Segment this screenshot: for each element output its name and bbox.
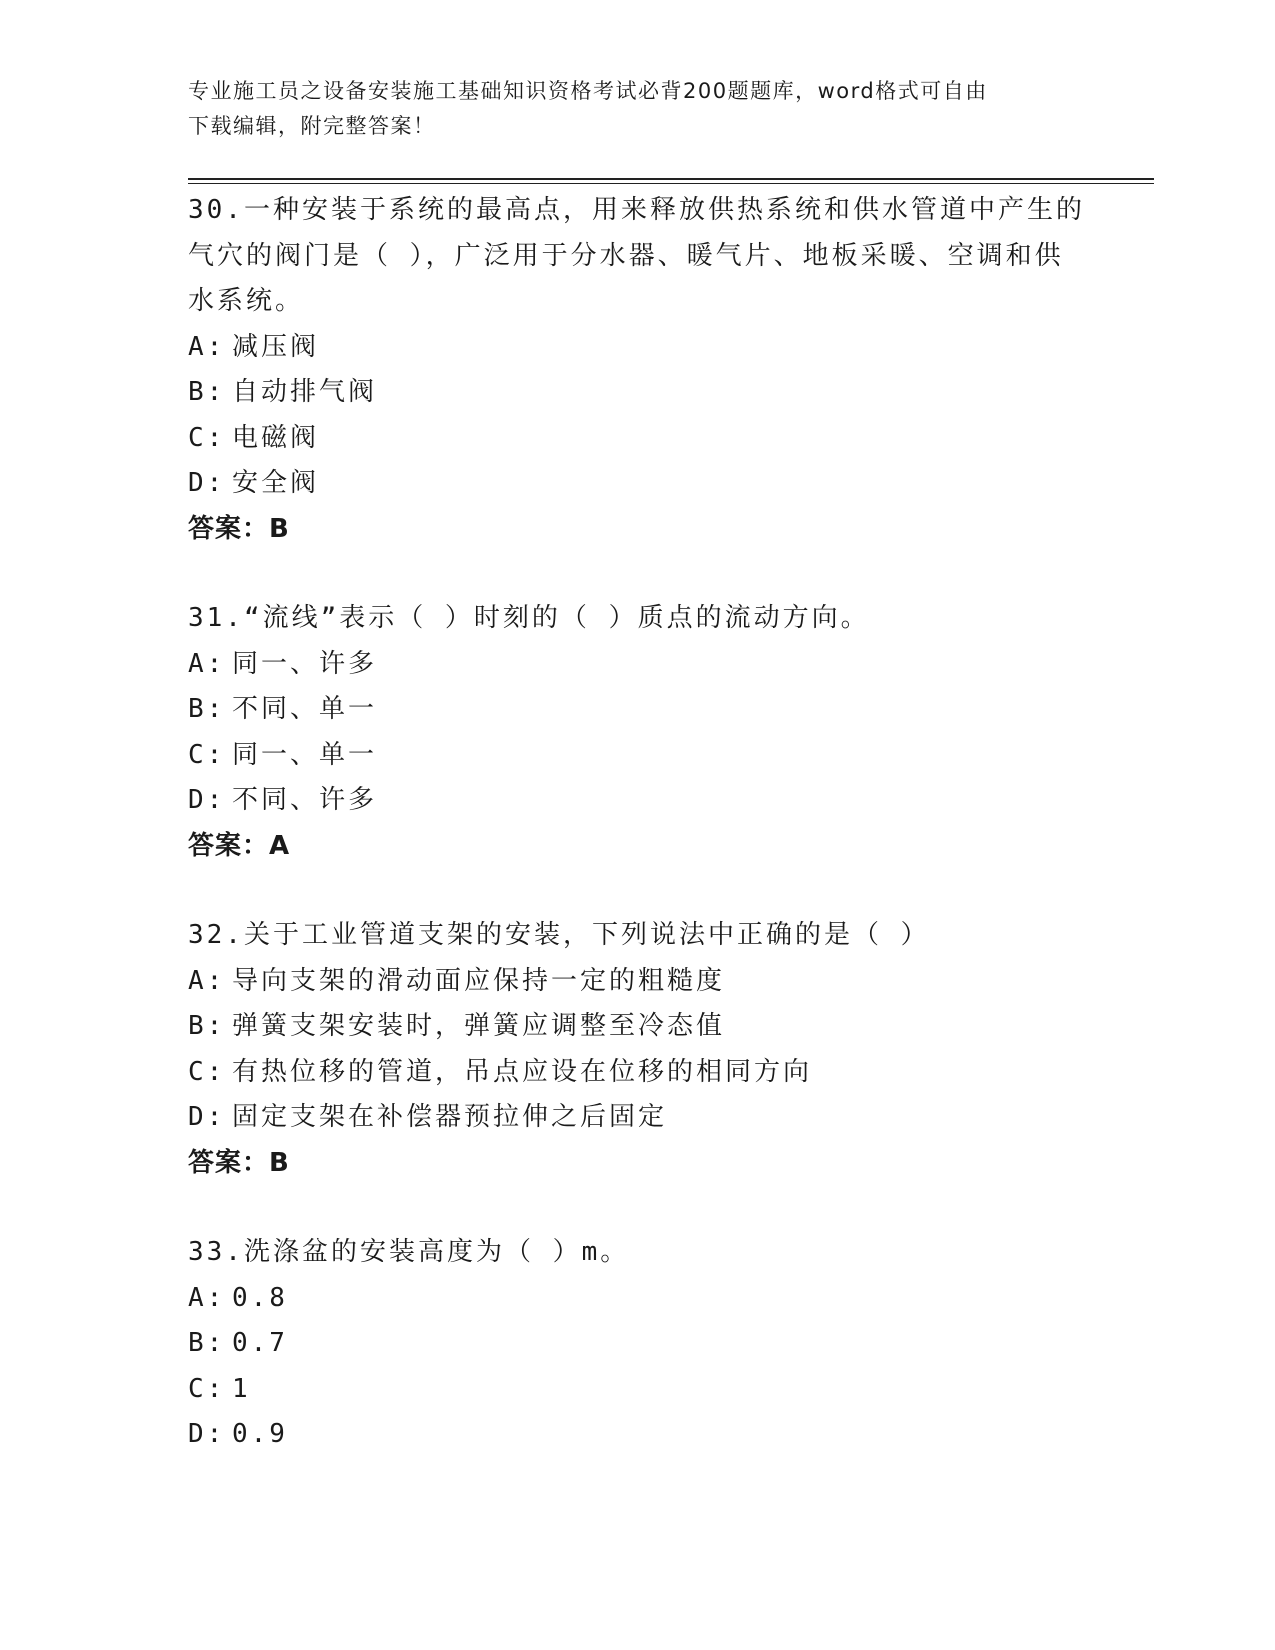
question-stem: 33.洗涤盆的安装高度为（ ）m。 bbox=[188, 1237, 630, 1267]
option-d bbox=[188, 1412, 1088, 1458]
option-d bbox=[188, 461, 1088, 507]
question-stem: 32.关于工业管道支架的安装，下列说法中正确的是（ ） bbox=[188, 920, 930, 950]
option-label: D: bbox=[188, 785, 226, 815]
option-b bbox=[188, 1004, 1088, 1050]
option-label: C: bbox=[188, 739, 226, 770]
option-label: B: bbox=[188, 1328, 226, 1358]
question-30 bbox=[188, 188, 1088, 552]
option-label: C: bbox=[188, 1373, 226, 1404]
option-label: C: bbox=[188, 1056, 226, 1087]
option-text: 减压阀 bbox=[232, 331, 320, 362]
document-header bbox=[188, 74, 1068, 144]
option-text: 导向支架的滑动面应保持一定的粗糙度 bbox=[232, 965, 726, 996]
option-text: 安全阀 bbox=[232, 468, 320, 498]
option-label: B: bbox=[188, 377, 226, 407]
option-text: 同一、单一 bbox=[232, 739, 378, 770]
answer: 答案：B bbox=[188, 1147, 290, 1178]
option-label: D: bbox=[188, 1102, 226, 1132]
option-a bbox=[188, 1276, 1088, 1322]
option-text: 不同、许多 bbox=[232, 785, 378, 815]
option-b bbox=[188, 687, 1088, 733]
option-label: A: bbox=[188, 648, 226, 679]
option-text: 0.7 bbox=[232, 1328, 288, 1358]
answer: 答案：B bbox=[188, 513, 290, 544]
header-line-2: 下载编辑，附完整答案！ bbox=[188, 114, 436, 138]
option-a bbox=[188, 325, 1088, 371]
option-label: B: bbox=[188, 1011, 226, 1041]
option-text: 不同、单一 bbox=[232, 694, 378, 724]
question-31 bbox=[188, 596, 1088, 869]
option-label: B: bbox=[188, 694, 226, 724]
option-label: D: bbox=[188, 468, 226, 498]
option-d bbox=[188, 1095, 1088, 1141]
option-text: 1 bbox=[232, 1373, 251, 1404]
question-stem: 31.“流线”表示（ ）时刻的（ ）质点的流动方向。 bbox=[188, 603, 870, 633]
option-text: 弹簧支架安装时，弹簧应调整至冷态值 bbox=[232, 1011, 726, 1041]
option-text: 自动排气阀 bbox=[232, 377, 378, 407]
option-text: 电磁阀 bbox=[232, 422, 320, 453]
option-c bbox=[188, 416, 1088, 462]
header-divider-thick bbox=[188, 178, 1154, 180]
question-list bbox=[188, 188, 1088, 1502]
option-c bbox=[188, 1367, 1088, 1413]
option-text: 0.8 bbox=[232, 1282, 288, 1313]
header-line-1: 专业施工员之设备安装施工基础知识资格考试必背200题题库，word格式可自由 bbox=[188, 79, 988, 103]
option-label: C: bbox=[188, 422, 226, 453]
option-text: 同一、许多 bbox=[232, 648, 378, 679]
question-32 bbox=[188, 913, 1088, 1186]
option-text: 固定支架在补偿器预拉伸之后固定 bbox=[232, 1102, 668, 1132]
option-b bbox=[188, 370, 1088, 416]
option-d bbox=[188, 778, 1088, 824]
option-label: D: bbox=[188, 1419, 226, 1449]
question-33 bbox=[188, 1230, 1088, 1458]
option-b bbox=[188, 1321, 1088, 1367]
answer: 答案：A bbox=[188, 830, 291, 861]
option-text: 0.9 bbox=[232, 1419, 288, 1449]
option-c bbox=[188, 733, 1088, 779]
option-label: A: bbox=[188, 965, 226, 996]
option-label: A: bbox=[188, 331, 226, 362]
option-text: 有热位移的管道，吊点应设在位移的相同方向 bbox=[232, 1056, 813, 1087]
option-a bbox=[188, 642, 1088, 688]
header-divider-thin bbox=[188, 183, 1154, 184]
option-c bbox=[188, 1050, 1088, 1096]
question-stem: 30.一种安装于系统的最高点，用来释放供热系统和供水管道中产生的气穴的阀门是（ ），广泛用于分水器、暖气片、地板采暖、空调和供水系统。 bbox=[188, 195, 1085, 316]
option-a bbox=[188, 959, 1088, 1005]
option-label: A: bbox=[188, 1282, 226, 1313]
